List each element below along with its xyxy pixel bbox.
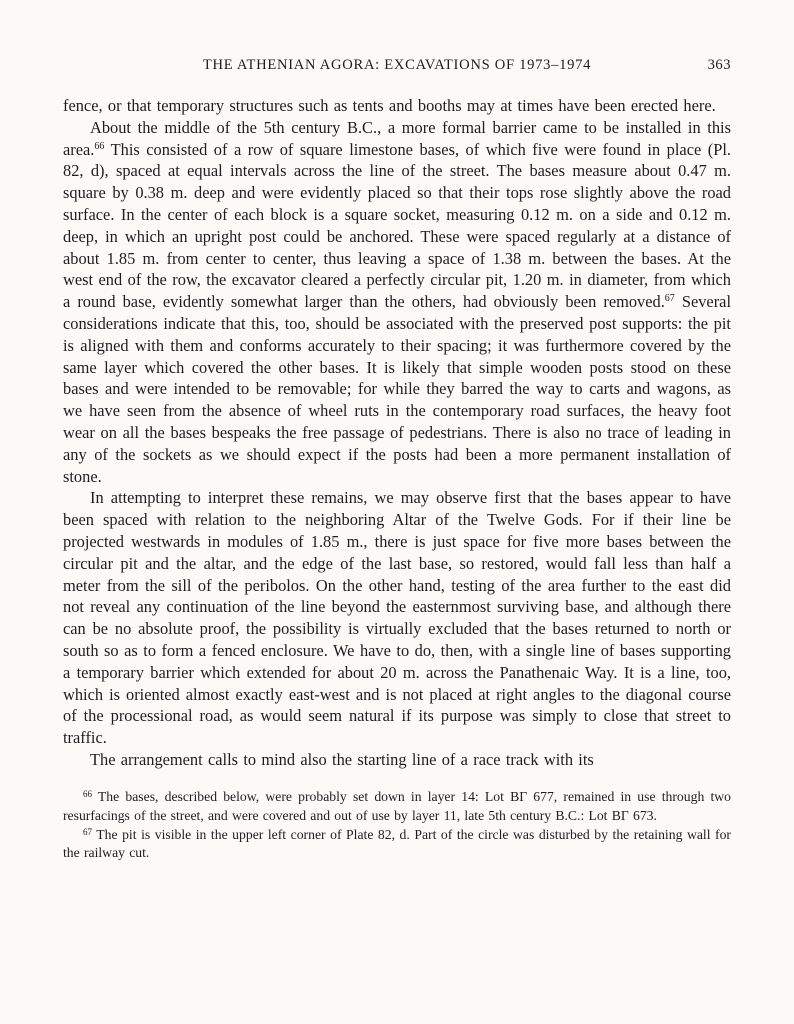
paragraph-continuation: fence, or that temporary structures such as tents and booths may at times have been erected here. xyxy=(63,96,716,115)
footnote-text: The pit is visible in the upper left corner of Plate 82, d. Part of the circle was disturbed by the retaining wall for the railway cut. xyxy=(63,826,731,861)
running-title: THE ATHENIAN AGORA: EXCAVATIONS OF 1973–1974 xyxy=(202,57,592,73)
footnote-ref-66: 66 xyxy=(94,140,105,152)
footnote-text: The bases, described below, were probably set down in layer 14: Lot ΒΓ 677, remained in use through two resurfacings of the street, and were covered and out of use by layer 11, late 5th century B.C.: Lot ΒΓ 673. xyxy=(63,788,731,823)
footnote-ref-67: 67 xyxy=(664,293,675,305)
footnote-66 xyxy=(63,788,731,826)
footnotes-section xyxy=(63,788,731,864)
page-number: 363 xyxy=(707,57,731,73)
paragraph-text: Several considerations indicate that this, too, should be associated with the preserved post supports: the pit is aligned with them and conforms accurately to their spacing; it was furthermore covered by the same layer which covered the other bases. It is likely that simple wooden posts stood on these bases and were intended to be removable; for while they barred the way to carts and wagons, as we have seen from the absence of wheel ruts in the contemporary road surfaces, the heavy foot wear on all the bases bespeaks the free passage of pedestrians. There is also no trace of leading in any of the sockets as we should expect if the posts had been a more permanent installation of stone. xyxy=(63,292,731,486)
paragraph-race-track: The arrangement calls to mind also the starting line of a race track with its xyxy=(90,749,594,769)
footnote-67 xyxy=(63,826,731,864)
paragraph-text: This consisted of a row of square limestone bases, of which five were found in place (Pl. 82, d), spaced at equal intervals across the line of the street. The bases measure about 0.47 m. square by 0.38 m. deep and were evidently placed so that their tops rose slightly above the road surface. In the center of each block is a square socket, measuring 0.12 m. on a side and 0.12 m. deep, in which an upright post could be anchored. These were spaced regularly at a distance of about 1.85 m. from center to center, thus leaving a space of 1.38 m. between the bases. At the west end of the row, the excavator cleared a perfectly circular pit, 1.20 m. in diameter, from which a round base, evidently somewhat larger than the others, had obviously been removed. xyxy=(63,139,731,312)
paragraph-text: About the middle of the 5th century B.C., a more formal barrier came to be installed in this area. xyxy=(63,117,731,159)
body-text xyxy=(63,95,731,771)
footnote-number: 66 xyxy=(83,788,92,799)
footnote-number: 67 xyxy=(83,826,92,837)
paragraph-bases xyxy=(63,117,731,488)
paragraph-interpretation: In attempting to interpret these remains, we may observe first that the bases appear to have been spaced with relation to the neighboring Altar of the Twelve Gods. For if their line be projected westwards in modules of 1.85 m., there is just space for five more bases between the circular pit and the altar, and the edge of the last base, so restored, would fall less than half a meter from the sill of the peribolos. On the other hand, testing of the area further to the east did not reveal any continuation of the line beyond the easternmost surviving base, and although there can be no absolute proof, the possibility is virtually excluded that the bases returned to north or south so as to form a fenced enclosure. We have to do, then, with a single line of bases supporting a temporary barrier which extended for about 20 m. across the Panathenaic Way. It is a line, too, which is oriented almost exactly east-west and is not placed at right angles to the diagonal course of the processional road, as would seem natural if its purpose was simply to close that street to traffic. xyxy=(63,488,731,748)
page-header xyxy=(63,57,731,74)
